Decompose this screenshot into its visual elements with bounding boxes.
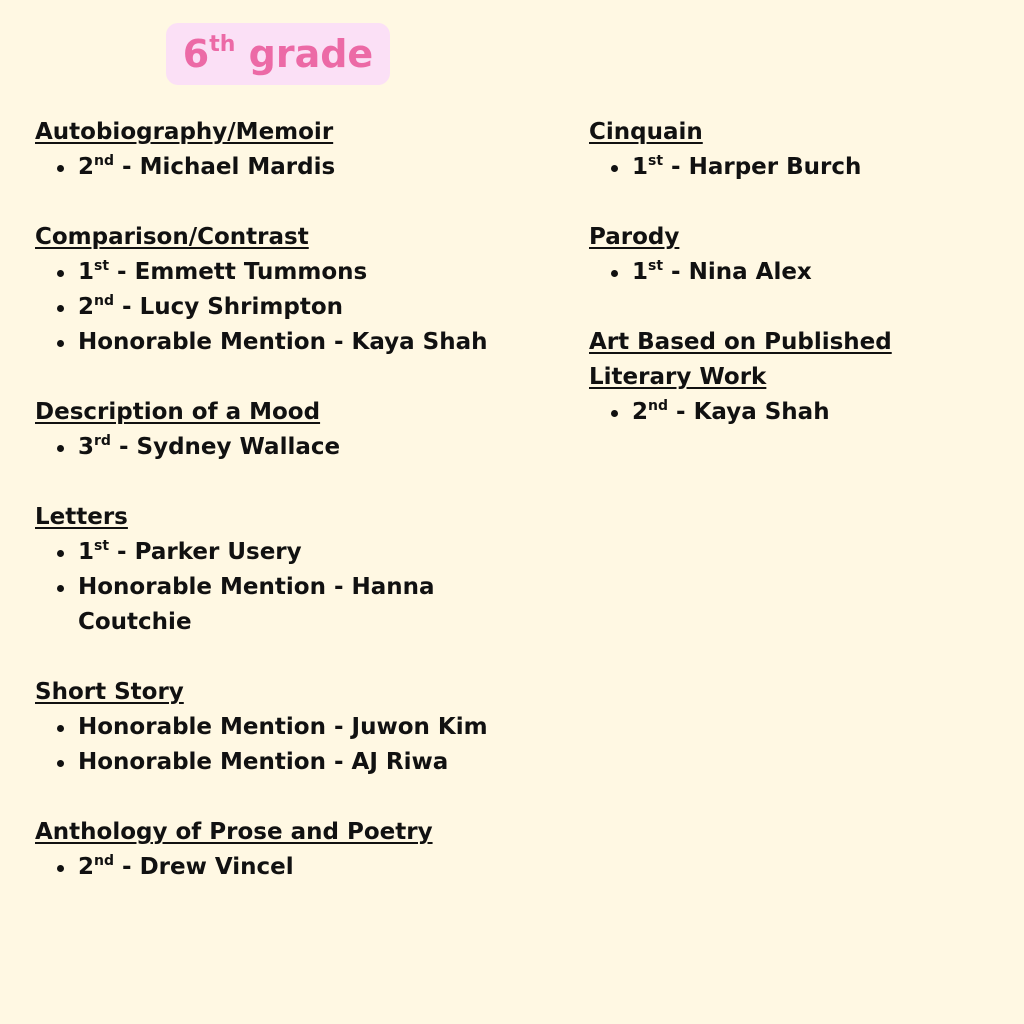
title-number: 6 bbox=[182, 32, 210, 76]
award-place: 2 bbox=[78, 854, 95, 880]
category-section bbox=[35, 675, 535, 780]
award-place: 1 bbox=[632, 154, 649, 180]
award-ordinal: nd bbox=[94, 153, 115, 169]
page-title bbox=[182, 32, 374, 76]
award-entry bbox=[632, 395, 989, 430]
award-list bbox=[35, 255, 535, 360]
category-heading: Short Story bbox=[35, 679, 184, 705]
award-entry bbox=[78, 745, 535, 780]
award-winner: - Sydney Wallace bbox=[110, 434, 341, 460]
award-winner: Honorable Mention - Hanna Coutchie bbox=[78, 574, 435, 635]
award-winner: - Drew Vincel bbox=[114, 854, 294, 880]
award-place: 1 bbox=[78, 539, 95, 565]
award-place: 3 bbox=[78, 434, 95, 460]
award-entry bbox=[632, 255, 989, 290]
category-section bbox=[35, 395, 535, 465]
category-heading: Comparison/Contrast bbox=[35, 224, 309, 250]
category-heading: Art Based on Published Literary Work bbox=[589, 329, 892, 390]
category-section bbox=[35, 115, 535, 185]
award-entry bbox=[78, 430, 535, 465]
award-entry bbox=[78, 290, 535, 325]
left-column bbox=[35, 115, 535, 920]
category-section bbox=[589, 220, 989, 290]
award-winner: Honorable Mention - Juwon Kim bbox=[78, 714, 488, 740]
award-entry bbox=[78, 570, 463, 640]
award-entry bbox=[78, 325, 535, 360]
award-entry bbox=[78, 255, 535, 290]
award-winner: - Parker Usery bbox=[109, 539, 302, 565]
award-winner: - Michael Mardis bbox=[114, 154, 336, 180]
grade-title-badge bbox=[166, 23, 390, 85]
category-heading: Autobiography/Memoir bbox=[35, 119, 334, 145]
award-winner: - Kaya Shah bbox=[668, 399, 830, 425]
award-entry bbox=[78, 850, 535, 885]
award-list bbox=[589, 255, 989, 290]
award-ordinal: st bbox=[648, 153, 664, 169]
award-winner: - Emmett Tummons bbox=[109, 259, 368, 285]
award-ordinal: rd bbox=[94, 433, 111, 449]
category-section bbox=[35, 500, 535, 640]
category-heading: Cinquain bbox=[589, 119, 703, 145]
award-place: 2 bbox=[78, 294, 95, 320]
award-list bbox=[35, 150, 535, 185]
right-column bbox=[589, 115, 989, 465]
award-winner: Honorable Mention - Kaya Shah bbox=[78, 329, 488, 355]
category-section bbox=[589, 115, 989, 185]
award-list bbox=[589, 150, 989, 185]
award-place: 1 bbox=[632, 259, 649, 285]
award-winner: - Lucy Shrimpton bbox=[114, 294, 344, 320]
award-place: 2 bbox=[632, 399, 649, 425]
award-ordinal: st bbox=[94, 258, 110, 274]
award-ordinal: nd bbox=[94, 853, 115, 869]
award-entry bbox=[78, 150, 535, 185]
award-list bbox=[35, 430, 535, 465]
award-list bbox=[35, 710, 535, 780]
award-ordinal: st bbox=[648, 258, 664, 274]
award-place: 2 bbox=[78, 154, 95, 180]
award-list bbox=[35, 850, 535, 885]
category-heading: Anthology of Prose and Poetry bbox=[35, 819, 433, 845]
award-ordinal: nd bbox=[94, 293, 115, 309]
category-heading: Letters bbox=[35, 504, 128, 530]
category-heading: Parody bbox=[589, 224, 680, 250]
category-section bbox=[589, 325, 989, 430]
award-list bbox=[35, 535, 535, 640]
title-ordinal: th bbox=[209, 32, 236, 57]
title-word: grade bbox=[235, 32, 374, 76]
award-winner: - Harper Burch bbox=[663, 154, 862, 180]
award-ordinal: st bbox=[94, 538, 110, 554]
award-list bbox=[589, 395, 989, 430]
award-winner: Honorable Mention - AJ Riwa bbox=[78, 749, 449, 775]
award-entry bbox=[78, 535, 535, 570]
award-winner: - Nina Alex bbox=[663, 259, 812, 285]
award-entry bbox=[632, 150, 989, 185]
award-place: 1 bbox=[78, 259, 95, 285]
category-heading: Description of a Mood bbox=[35, 399, 321, 425]
category-section bbox=[35, 815, 535, 885]
award-ordinal: nd bbox=[648, 398, 669, 414]
category-section bbox=[35, 220, 535, 360]
award-entry bbox=[78, 710, 535, 745]
